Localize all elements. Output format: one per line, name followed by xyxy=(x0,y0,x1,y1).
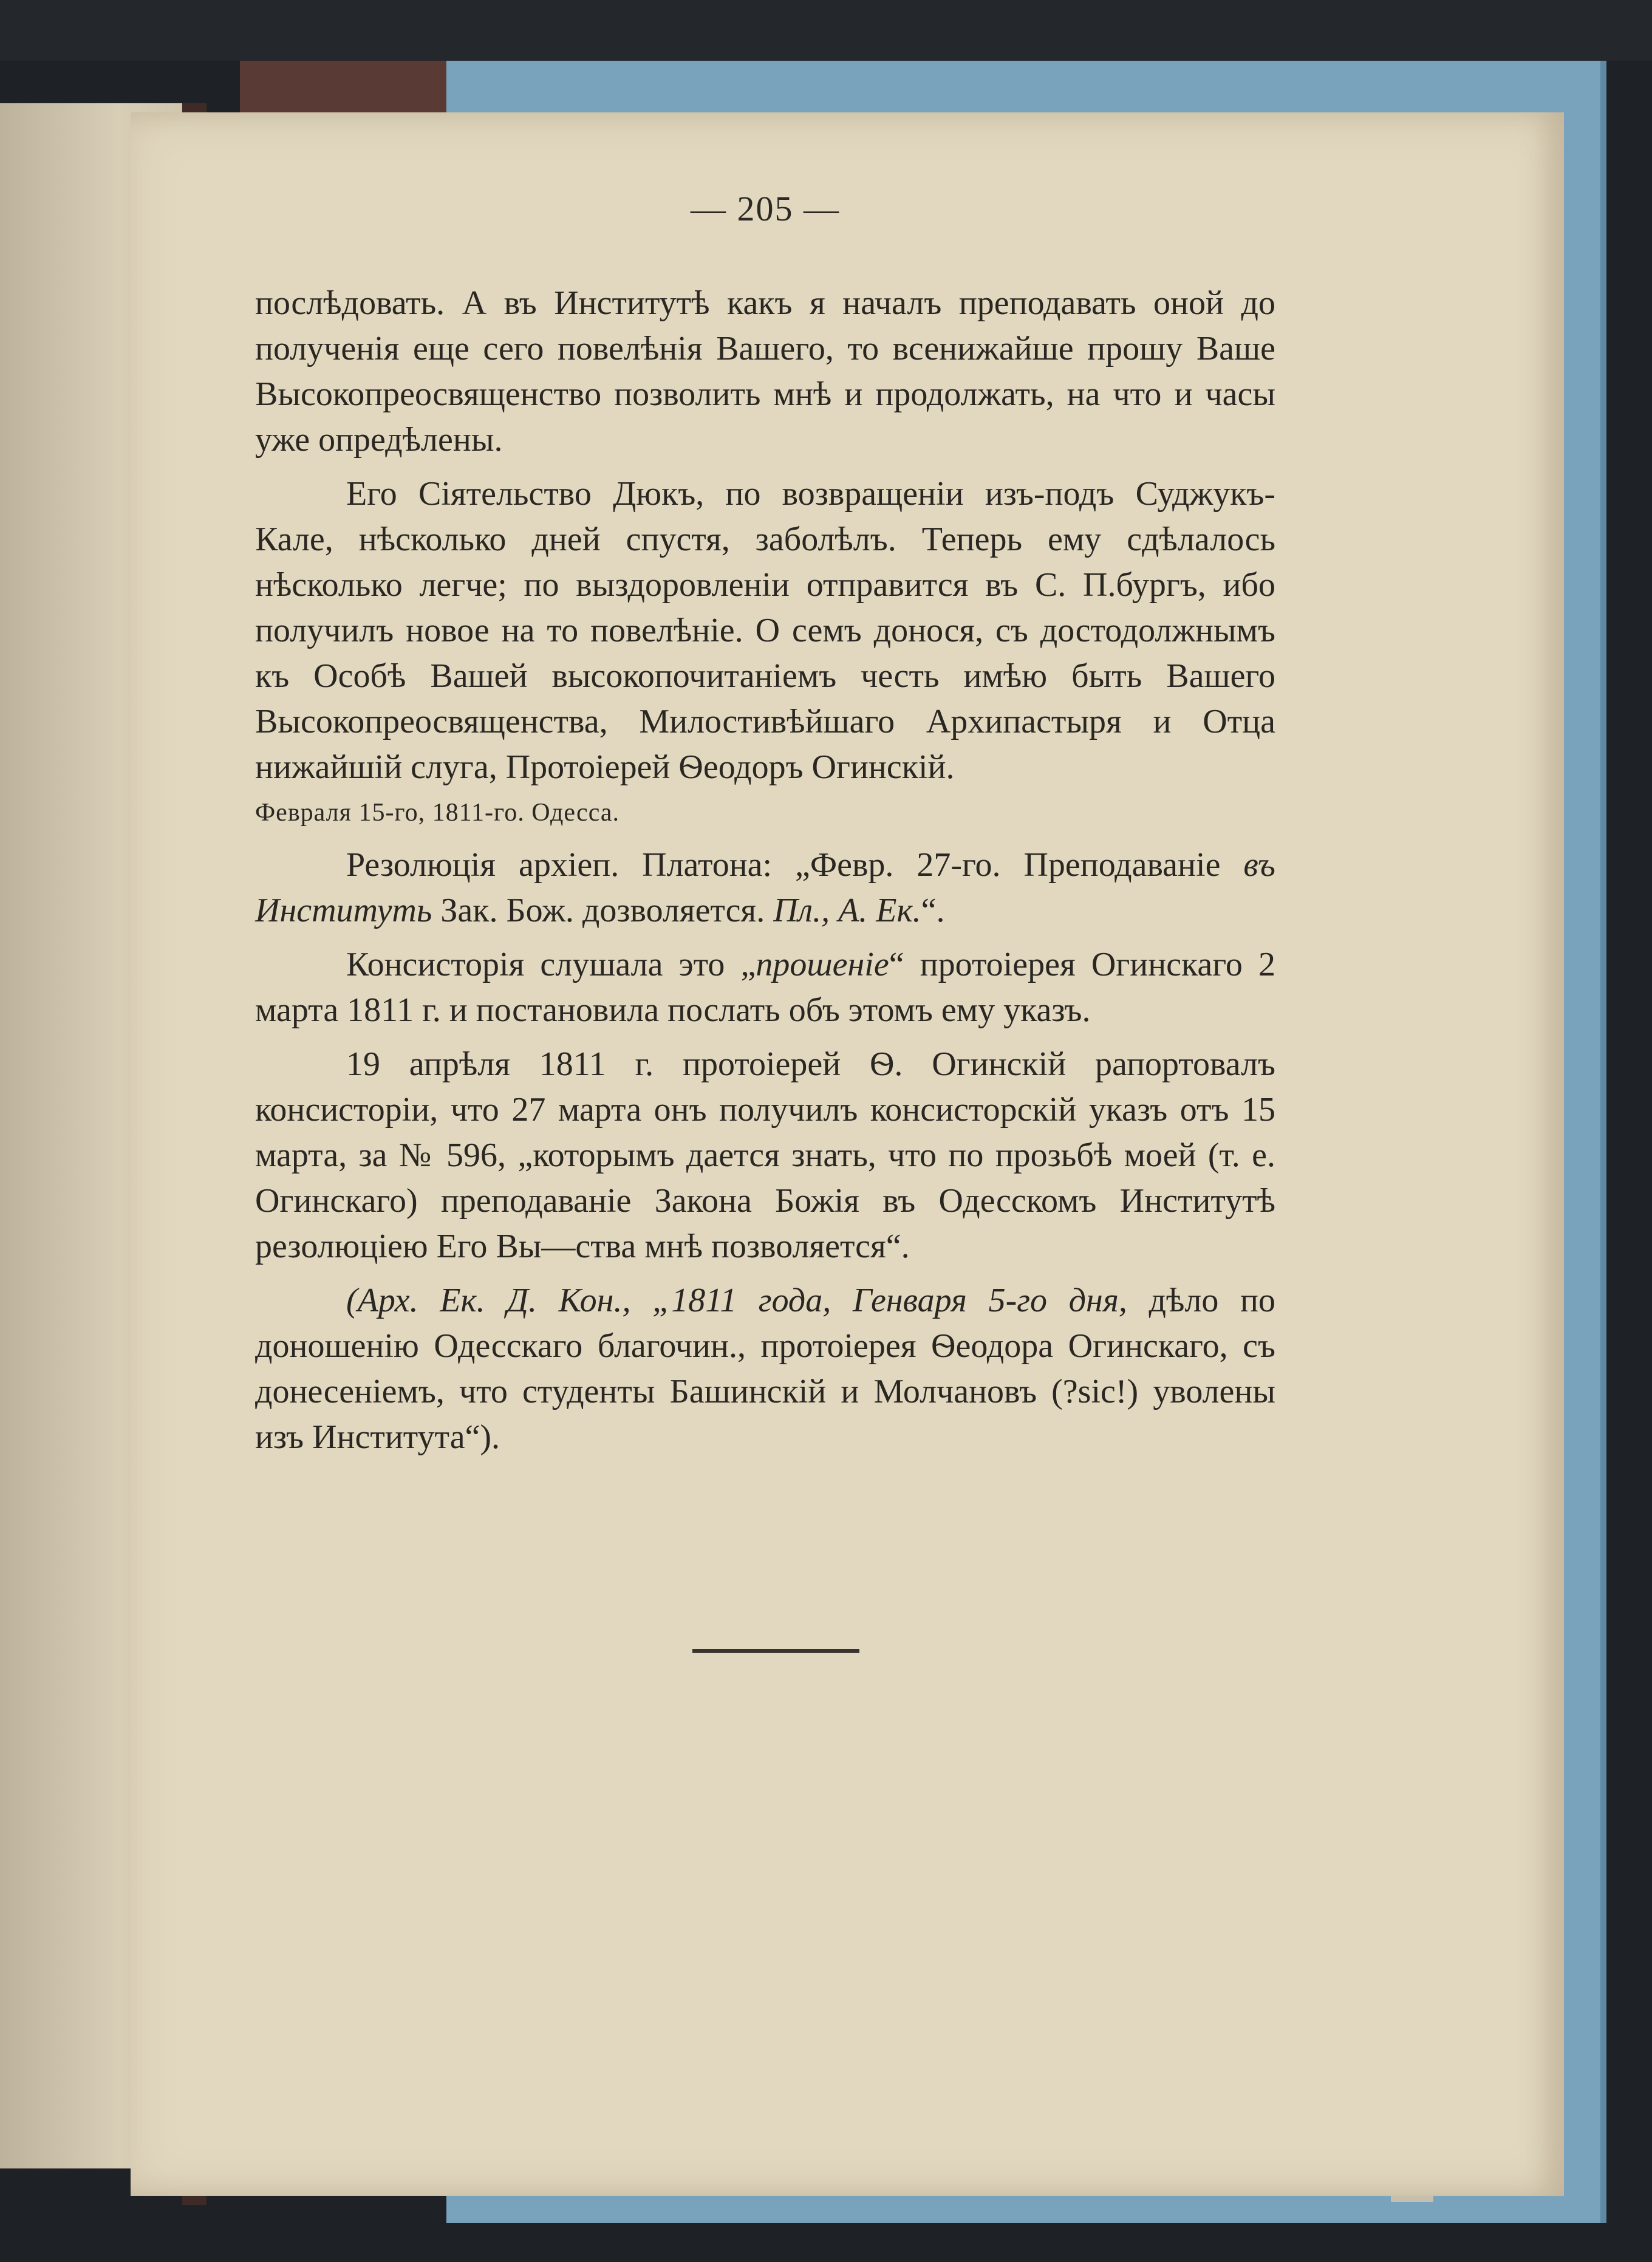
archive-italic: (Арх. Ек. Д. Кон., „1811 года, Генваря 5-го дня, xyxy=(346,1282,1127,1319)
letter-date: Февраля 15-го, 1811-го. Одесса. xyxy=(255,799,620,827)
page-content xyxy=(255,188,1275,1460)
archive-text: дѣло по доношенію Одесскаго благочин., протоіерея Ѳеодора Огинскаго, съ донесеніемъ, что студенты Башинскій и Молчановъ (?sic!) уволены изъ Института“). xyxy=(255,1282,1276,1456)
consistory-text-1: Консисторія слушала это „ xyxy=(346,946,756,983)
paragraph-continuation: послѣдовать. А въ Институтѣ какъ я началъ преподавать оной до полученія еще сего повелѣнія Вашего, то всенижайше прошу Ваше Высокопреосвященство позволить мнѣ и продолжать, на что и часы уже опредѣлены. xyxy=(255,284,1275,459)
paragraph-letter-body: Его Сіятельство Дюкъ, по возвращеніи изъ-подъ Суджукъ-Кале, нѣсколько дней спустя, заболѣлъ. Теперь ему сдѣлалось нѣсколько легче; по выздоровленіи отправится въ С. П.бургъ, ибо получилъ новое на то повелѣніе. О семъ донося, съ достодолжнымъ къ Особѣ Вашей высокопочитаніемъ честь имѣю быть Вашего Высокопреосвященства, Милостивѣйшаго Архипастыря и Отца нижайшій слуга, Протоіерей Ѳеодоръ Огинскій. xyxy=(255,475,1275,786)
consistory-text-2: “ протоіерея Огинскаго 2 марта 1811 г. и постановила послать объ этомъ ему указъ. xyxy=(255,946,1275,1029)
section-end-rule xyxy=(692,1649,859,1653)
paragraph-report: 19 апрѣля 1811 г. протоіерей Ѳ. Огинскій рапортовалъ консисторіи, что 27 марта онъ получилъ консисторскій указъ отъ 15 марта, за № 596, „которымъ дается знать, что по прозьбѣ моей (т. е. Огинскаго) преподаваніе Закона Божія въ Одесскомъ Институтѣ резолюціею Его Вы—ства мнѣ позволяется“. xyxy=(255,1045,1275,1265)
page-number: — 205 — xyxy=(691,189,840,228)
resolution-text-2: Зак. Бож. дозволяется. xyxy=(432,892,774,929)
paragraph-resolution xyxy=(255,842,1275,934)
resolution-italic-1: въ Институть xyxy=(255,846,1275,929)
paragraph-archive-reference xyxy=(255,1278,1275,1460)
consistory-italic: прошеніе xyxy=(756,946,889,983)
resolution-text-1: Резолюція архіеп. Платона: „Февр. 27-го. Преподаваніе xyxy=(346,846,1244,884)
background-top xyxy=(0,0,1652,61)
paragraph-consistory xyxy=(255,942,1275,1033)
resolution-italic-2: Пл., А. Ек. xyxy=(773,892,921,929)
resolution-text-3: “. xyxy=(921,892,945,929)
